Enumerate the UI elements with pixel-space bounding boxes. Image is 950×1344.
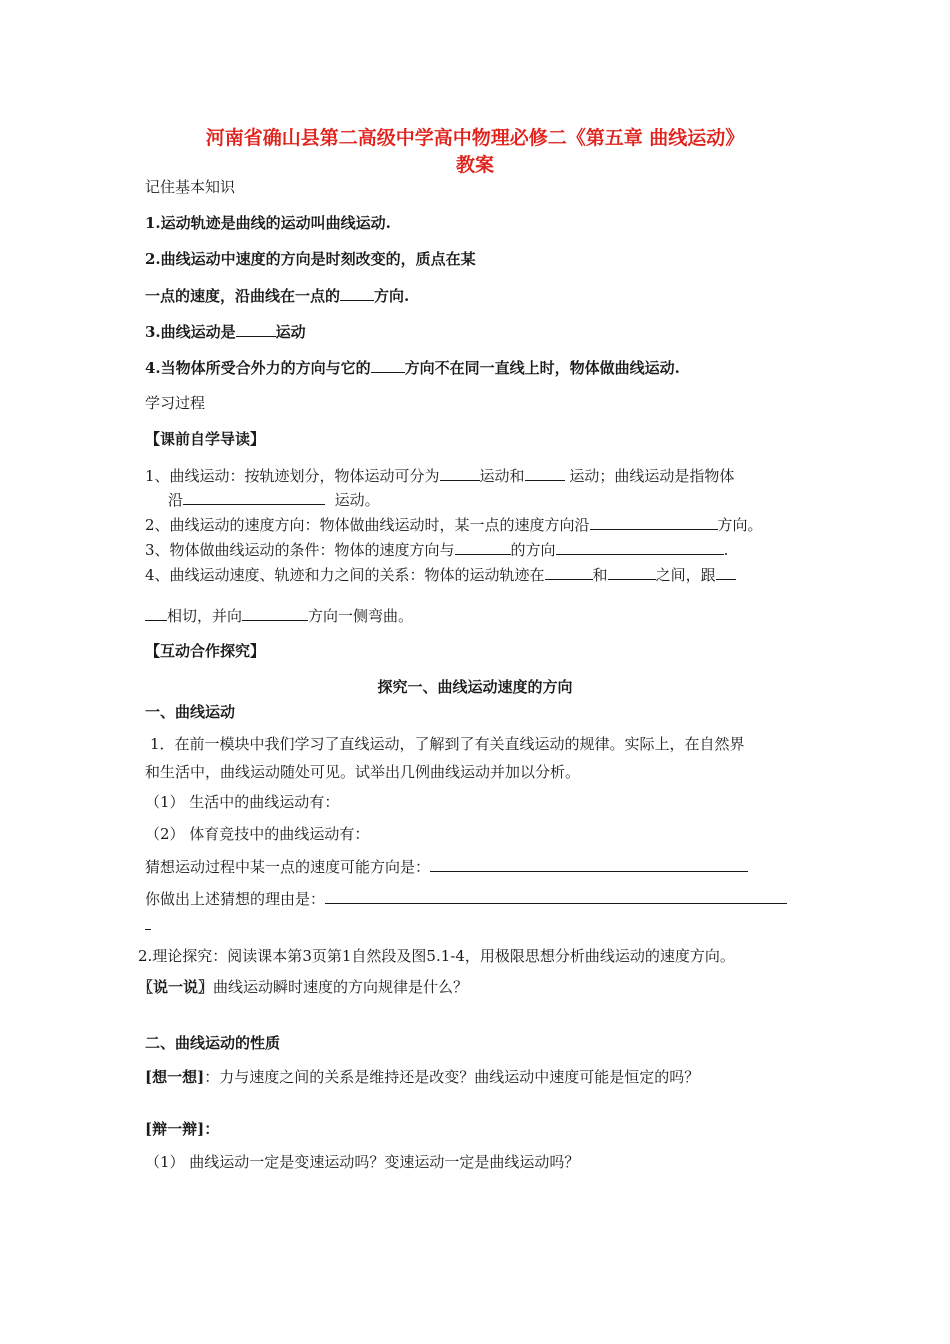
basic-item-3-text: 3.曲线运动是: [145, 323, 236, 341]
blank-q3-1: [455, 539, 511, 555]
q1-text-d: 沿: [168, 491, 184, 509]
basic-item-2b-tail: 方向.: [374, 287, 410, 305]
blank-q4-4: [145, 605, 167, 621]
guess-text: 猜想运动过程中某一点的速度可能方向是：: [145, 858, 431, 876]
section-1-heading: 一、曲线运动: [145, 703, 236, 721]
paragraph-1a: 1．在前一模块中我们学习了直线运动，了解到了有关直线运动的规律。实际上，在自然界: [150, 735, 745, 753]
basic-item-4-text: 4.当物体所受合外力的方向与它的: [145, 359, 371, 377]
document-title-line2: 教案: [455, 154, 494, 176]
say-text: 曲线运动瞬时速度的方向规律是什么？: [213, 978, 469, 996]
q2-text-b: 方向。: [717, 516, 763, 534]
blank-q4-5: [242, 605, 308, 621]
basic-item-4: [145, 357, 680, 378]
preview-heading: 【课前自学导读】: [145, 430, 266, 448]
q1-text-b: 运动和: [479, 467, 525, 485]
think-tag: [想一想]: [145, 1068, 205, 1086]
basic-item-3: [145, 321, 306, 342]
q1-text-c: 运动；曲线运动是指物体: [569, 467, 735, 485]
sub-item-2: （2） 体育竞技中的曲线运动有：: [145, 825, 370, 843]
preview-q3: [145, 539, 728, 560]
blank-3: [236, 321, 276, 337]
blank-4: [371, 357, 405, 373]
learning-process-heading: 学习过程: [145, 394, 206, 412]
sub-item-1: （1） 生活中的曲线运动有：: [145, 793, 340, 811]
guess-line: [145, 856, 748, 877]
preview-q1-cont: [168, 489, 380, 510]
blank-q3-2: [556, 539, 724, 555]
blank-guess: [430, 856, 748, 872]
q4-text-a: 4、曲线运动速度、轨迹和力之间的关系：物体的运动轨迹在: [145, 566, 545, 584]
basic-item-1: 1.运动轨迹是曲线的运动叫曲线运动.: [145, 214, 391, 232]
basic-item-3-tail: 运动: [275, 323, 306, 341]
blank-reason: [325, 888, 787, 904]
basic-item-2a: 2.曲线运动中速度的方向是时刻改变的，质点在某: [145, 250, 476, 268]
blank-2b: [340, 285, 374, 301]
basic-knowledge-heading: 记住基本知识: [145, 178, 236, 196]
blank-q1-1: [440, 465, 480, 481]
think-text: ：力与速度之间的关系是维持还是改变？曲线运动中速度可能是恒定的吗？: [204, 1068, 700, 1086]
think-line: [145, 1067, 699, 1087]
blank-q4-2: [608, 564, 656, 580]
basic-item-2b-text: 一点的速度，沿曲线在一点的: [145, 287, 341, 305]
preview-q4-cont: [145, 605, 413, 626]
q2-text-a: 2、曲线运动的速度方向：物体做曲线运动时，某一点的速度方向沿: [145, 516, 590, 534]
say-tag: 〖说一说〗: [138, 978, 214, 996]
blank-q4-3: [716, 564, 736, 580]
preview-q4: [145, 564, 736, 585]
blank-reason-tail: [145, 929, 151, 930]
q1-text-a: 1、曲线运动：按轨迹划分，物体运动可分为: [145, 467, 440, 485]
q4-text-d: 相切，并向: [167, 607, 243, 625]
debate-item-1: （1） 曲线运动一定是变速运动吗？变速运动一定是曲线运动吗？: [145, 1153, 580, 1171]
preview-q2: [145, 514, 763, 535]
q4-text-e: 方向一侧弯曲。: [308, 607, 414, 625]
q3-text-a: 3、物体做曲线运动的条件：物体的速度方向与: [145, 541, 455, 559]
section-2-heading: 二、曲线运动的性质: [145, 1034, 281, 1052]
q4-text-c: 之间，跟: [655, 566, 716, 584]
blank-q1-3: [183, 489, 325, 505]
document-title-line1: 河南省确山县第二高级中学高中物理必修二《第五章 曲线运动》: [205, 127, 745, 149]
basic-item-2b: [145, 285, 409, 306]
theory-line: 2.理论探究：阅读课本第3页第1自然段及图5.1-4，用极限思想分析曲线运动的速度方向。: [138, 947, 735, 965]
preview-q1: [145, 465, 734, 486]
paragraph-1b: 和生活中，曲线运动随处可见。试举出几例曲线运动并加以分析。: [145, 763, 581, 781]
explore-center-heading: 探究一、曲线运动速度的方向: [377, 678, 573, 696]
q3-text-b: 的方向: [510, 541, 556, 559]
blank-q2: [590, 514, 718, 530]
explore-heading: 【互动合作探究】: [145, 642, 266, 660]
q3-text-c: .: [723, 541, 729, 559]
q4-text-b: 和: [592, 566, 608, 584]
blank-q4-1: [545, 564, 593, 580]
debate-heading: [辩一辩]：: [145, 1120, 220, 1138]
reason-line: [145, 888, 787, 909]
reason-text: 你做出上述猜想的理由是：: [145, 890, 326, 908]
q1-text-e: 运动。: [334, 491, 380, 509]
blank-q1-2: [525, 465, 565, 481]
say-line: [138, 977, 468, 997]
basic-item-4-tail: 方向不在同一直线上时，物体做曲线运动.: [404, 359, 680, 377]
